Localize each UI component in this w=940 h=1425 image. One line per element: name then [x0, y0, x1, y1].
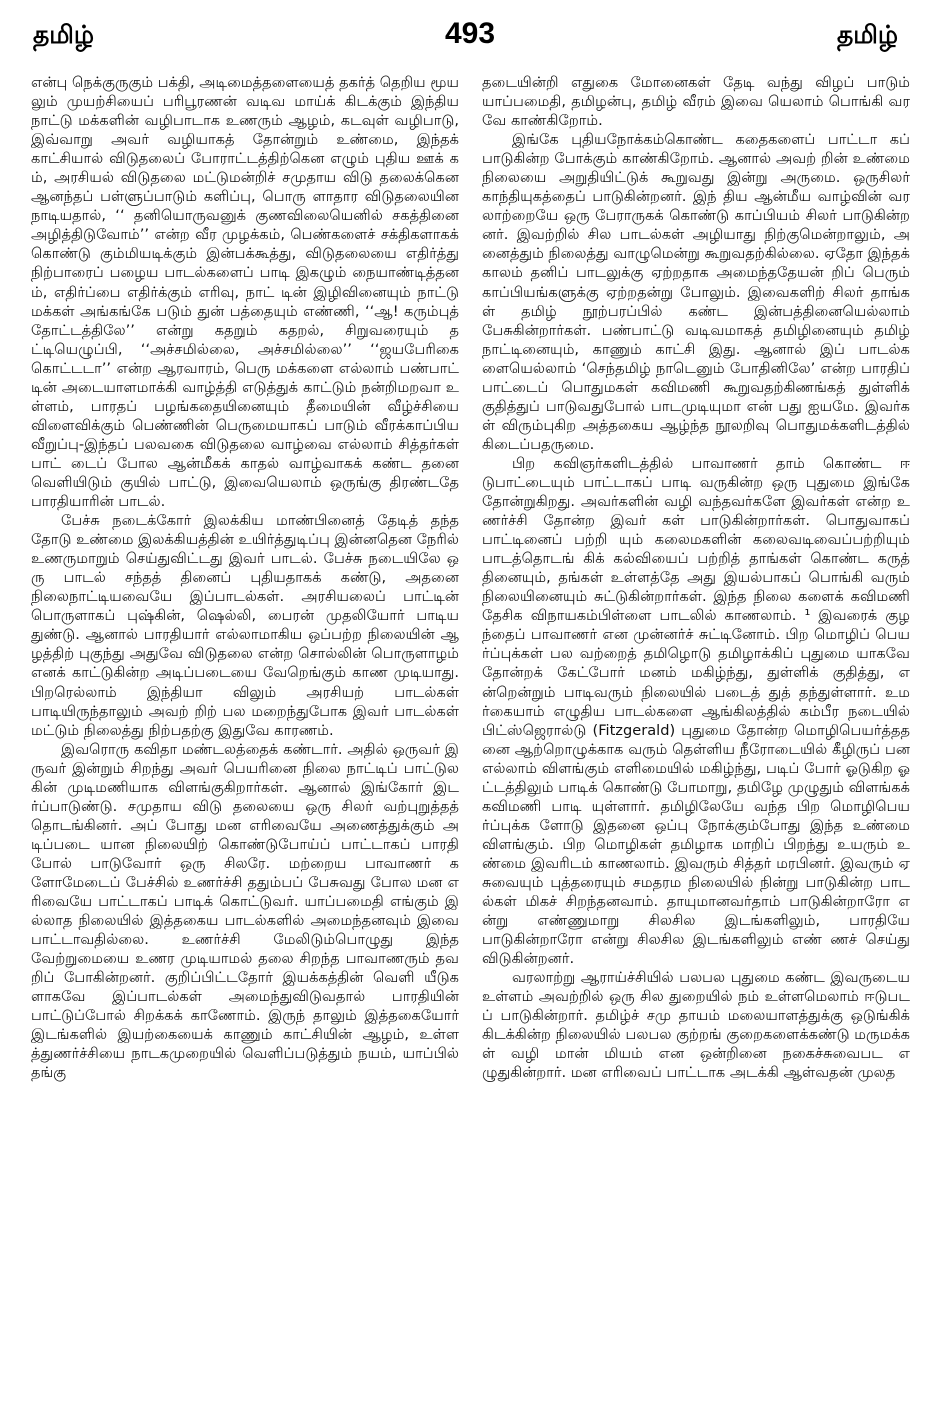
right-column — [482, 73, 910, 1409]
paragraph: பேச்சு நடைக்கோர் இலக்கிய மாண்பினைத் தேடித் தந்ததோடு உண்மை இலக்கியத்தின் உயிர்த்துடிப்பு இன்னதென நேரில் உணருமாறும் செய்துவிட்டது இவர் பாடல். பேச்சு நடையிலே ஒரு பாடல் சந்தத் தினைப் புதியதாகக் கண்டு, அதனை நிலைநாட்டியவையே இப்பாடல்கள். அரசியலைப் பாட்டின் பொருளாகப் புஷ்கின், ஷெல்லி, பைரன் முதலியோர் பாடியதுண்டு. ஆனால் பாரதியார் எல்லாமாகிய ஒப்பற்ற நிலையின் ஆழத்திற் புகுந்து அதுவே விடுதலை என்ற சொல்லின் பொருளாழம் எனக் காட்டுகின்ற அடிப்படையை வேறெங்கும் காண முடியாது. பிறரெல்லாம் இந்தியா விலும் அரசியற் பாடல்கள் பாடியிருந்தாலும் அவற் றிற் பல மறைந்துபோக இவர் பாடல்கள் மட்டும் நிலைத்து நிற்பதற்கு இதுவே காரணம். — [31, 512, 459, 739]
paragraph: பிற கவிஞர்களிடத்தில் பாவாணர் தாம் கொண்ட ஈடுபாட்டையும் பாட்டாகப் பாடி வருகின்ற ஒரு புதுமை இங்கே தோன்றுகிறது. அவர்களின் வழி வந்தவர்களே இவர்கள் என்ற உணர்ச்சி தோன்ற இவர் கள் பாடுகின்றார்கள். பொதுவாகப் பாட்டினைப் பற்றி யும் கலைமகளின் கலைவடிவைப்பற்றியும் பாடத்தொடங் கிக் கல்வியைப் பற்றித் தாங்கள் கொண்ட கருத் தினையும், தங்கள் உள்ளத்தே அது இயல்பாகப் பொங்கி வரும் நிலையினையும் சுட்டுகின்றார்கள். இந்த நிலை களைக் கவிமணி தேசிக விநாயகம்பிள்ளை பாடலில் காணலாம். ¹ இவரைக் குழந்தைப் பாவாணர் என முன்னர்ச் சுட்டினோம். பிற மொழிப் பெயர்ப்புக்கள் பல வற்றைத் தமிழொடு தமிழாக்கிப் புதுமை யாகவே தோன்றக் கேட்போர் மனம் மகிழ்ந்து, துள்ளிக் குதித்து, என்றென்றும் பாடிவரும் நிலையில் படைத் துத் தந்துள்ளார். உமர்கையாம் எழுதிய பாடல்களை ஆங்கிலத்தில் கம்பீர நடையில் பிட்ஸ்ஜெரால்டு (Fitzgerald) புதுமை தோன்ற மொழிபெயர்த்ததனை ஆற்றொழுக்காக வரும் தெள்ளிய நீரோடையில் கீழிருப் பன எல்லாம் விளங்கும் எளிமையில் மகிழ்ந்து, படிப் போர் ஓடுகிற ஓட்டத்திலும் பாடிக் கொண்டு போமாறு, தமிழே முழுதும் விளங்கக் கவிமணி பாடி யுள்ளார். தமிழிலேயே வந்த பிற மொழிபெயர்ப்புக்க ளோடு இதனை ஒப்பு நோக்கும்போது இந்த உண்மை விளங்கும். பிற மொழிகள் தமிழாக மாறிப் பிறந்து உயரும் உண்மை இவரிடம் காணலாம். இவரும் சித்தர் மரபினர். இவரும் ஏசுவையும் புத்தரையும் சமதரம நிலையில் நின்று பாடுகின்ற பாடல்கள் மிகச் சிறந்தனவாம். தாயுமானவர்தாம் பாடுகின்றாரோ என்று எண்ணுமாறு சிலசில இடங்களிலும், பாரதியே பாடுகின்றாரோ என்று சிலசில இடங்களிலும் எண் ணச் செய்து விடுகின்றனர். — [482, 454, 910, 968]
paragraph: வரலாற்று ஆராய்ச்சியில் பலபல புதுமை கண்ட இவருடைய உள்ளம் அவற்றில் ஒரு சில துறையில் நம் உள்ளமெலாம் ஈடுபடப் பாடுகின்றார். தமிழ்ச் சமு தாயம் மலையாளத்துக்கு ஒடுங்கிக் கிடக்கின்ற நிலையில் பலபல குற்றங் குறைகளைக்கண்டு மருமக்கள் வழி மான் மியம் என ஒன்றினை நகைச்சுவைபட எழுதுகின்றார். மன எரிவைப் பாட்டாக அடக்கி ஆள்வதன் முலத — [482, 969, 910, 1082]
page-number: 493 — [444, 17, 496, 50]
left-column — [31, 73, 459, 1409]
paragraph: தடையின்றி எதுகை மோனைகள் தேடி வந்து விழப் பாடும் யாப்பமைதி, தமிழன்பு, தமிழ் வீரம் இவை யெலாம் பொங்கி வரவே காண்கிறோம். — [482, 74, 910, 130]
paragraph: என்பு நெக்குருகும் பக்தி, அடிமைத்தளையைத் தகர்த் தெறிய மூயலும் முயற்சியைப் பரிபூரணன் வடிவ மாய்க் கிடக்கும் இந்திய நாட்டு மக்களின் வழிபாடாக உணரும் ஆழம், கடவுள் வழிபாடு, இவ்வாறு அவர் வழியாகத் தோன்றும் உண்மை, இந்தக் காட்சியால் விடுதலைப் போராட்டத்திற்கென எழும் புதிய ஊக் கம், அரசியல் விடுதலை மட்டுமன்றிச் சமுதாய விடு தலைக்கென ஆனந்தப் பள்ளுப்பாடும் களிப்பு, பொரு ளாதார விடுதலையின நாடியதால், ‘‘ தனியொருவனுக் குணவிலையெனில் சகத்தினை அழித்திடுவோம்’’ என்ற வீர முழக்கம், பெண்களைச் சக்திகளாகக் கொண்டு கும்மியடிக்கும் இன்பக்கூத்து, விடுதலையை எதிர்த்து நிற்பாரைப் பழைய பாடல்களைப் பாடி இகழும் நையாண்டித்தனம், எதிர்ப்பை எதிர்க்கும் எரிவு, நாட் டின் இழிவினையும் நாட்டு மக்கள் அங்கங்கே படும் துன் பத்தையும் எண்ணி, ‘‘ஆ! கரும்புத் தோட்டத்திலே’’ என்று கதறும் கதறல், சிறுவரையும் தட்டியெழுப்பி, ‘‘அச்சமில்லை, அச்சமில்லை’’ ‘‘ஜயபேரிகை கொட்டடா’’ என்ற ஆரவாரம், பெரு மக்களை எல்லாம் பண்பாட் டின் அடையாளமாக்கி வாழ்த்தி எடுத்துக் காட்டும் நன்றிமறவா உள்ளம், பாரதப் பழங்கதையினையும் தீமையின் வீழ்ச்சியை விளைவிக்கும் பெண்ணின் பெருமையாகப் பாடும் வீரக்காப்பிய வீறுப்பு-இந்தப் பலவகை விடுதலை வாழ்வை எல்லாம் சித்தர்கள் பாட் டைப் போல ஆன்மீகக் காதல் வாழ்வாகக் கண்ட தனை வெளியிடும் குயில் பாட்டு, இவையெலாம் ஒருங்கு திரண்டதே பாரதியாரின் பாடல். — [31, 74, 459, 511]
paragraph: இவரொரு கவிதா மண்டலத்தைக் கண்டார். அதில் ஒருவர் இருவர் இன்றும் சிறந்து அவர் பெயரினை நிலை நாட்டிப் பாட்டுலகின் முடிமணியாக விளங்குகிறார்கள். ஆனால் இங்கோர் இடர்ப்பாடுண்டு. சமுதாய விடு தலையை ஒரு சிலர் வற்புறுத்தத் தொடங்கினர். அப் போது மன எரிவையே அணைத்துக்கும் அடிப்படை யான நிலையிற் கொண்டுபோய்ப் பாட்டாகப் பாரதி போல் பாடுவோர் ஒரு சிலரே. மற்றைய பாவாணர் களோமேடைப் பேச்சில் உணர்ச்சி ததும்பப் பேசுவது போல மன எரிவையே பாட்டாகப் பாடிக் கொட்டுவர். யாப்பமைதி எங்கும் இல்லாத நிலையில் இத்தகைய பாடல்களில் அமைந்தனவும் இவை பாட்டாவதில்லை. உணர்ச்சி மேலிடும்பொழுது இந்த வேற்றுமையை உணர முடியாமல் தலை சிறந்த பாவாணரும் தவறிப் போகின்றனர். குறிப்பிட்டதோர் இயக்கத்தின் வெளி யீடுகளாகவே இப்பாடல்கள் அமைந்துவிடுவதால் பாரதியின் பாட்டுப்போல் சிறக்கக் காணோம். இருந் தாலும் இத்தகையோர் இடங்களில் இயற்கையைக் காணும் காட்சியின் ஆழம், உள்ளத்துணர்ச்சியை நாடகமுறையில் வெளிப்படுத்தும் நயம், யாப்பில் தங்கு — [31, 740, 459, 1082]
running-header-left: தமிழ் — [33, 20, 95, 49]
paragraph: இங்கே புதியநோக்கம்கொண்ட கதைகளைப் பாட்டா கப் பாடுகின்ற போக்கும் காண்கிறோம். ஆனால் அவற் றின் உண்மை நிலையை அறுதியிட்டுக் கூறுவது இன்று அருமை. ஒருசிலர் காந்தியுகத்தைப் பாடுகின்றனர். இந் திய ஆன்மீய வாழ்வின் வரலாற்றையே ஒரு பேராருகக் கொண்டு காப்பியம் சிலர் பாடுகின்றனர். இவற்றில் சில பாடல்கள் அழியாது நிற்குமென்றாலும், அனைத்தும் நிலைத்து வாழுமென்று கூறுவதற்கில்லை. ஏதோ இந்தக் காலம் தனிப் பாடலுக்கு ஏற்றதாக அமைந்ததேயன் றிப் பெரும் காப்பியங்களுக்கு ஏற்றதன்று போலும். இவைகளிற் சிலர் தாங்கள் தமிழ் நூற்பரப்பில் கண்ட இன்பத்தினையெல்லாம் பேசுகின்றார்கள். பண்பாட்டு வடிவமாகத் தமிழினையும் தமிழ் நாட்டினையும், காணும் காட்சி இது. ஆனால் இப் பாடல்களையெல்லாம் ‘செந்தமிழ் நாடெனும் போதினிலே’ என்ற பாரதிப் பாட்டைப் பொதுமகள் கவிமணி கூறுவதற்கிணங்கத் துள்ளிக் குதித்துப் பாடுவதுபோல் பாடமுடியுமா என் பது ஐயமே. இவர்கள் விரும்புகிற அத்தகைய ஆழ்ந்த நூலறிவு பொதுமக்களிடத்தில் கிடைப்பதருமை. — [482, 131, 910, 453]
running-header-right: தமிழ் — [836, 20, 898, 49]
